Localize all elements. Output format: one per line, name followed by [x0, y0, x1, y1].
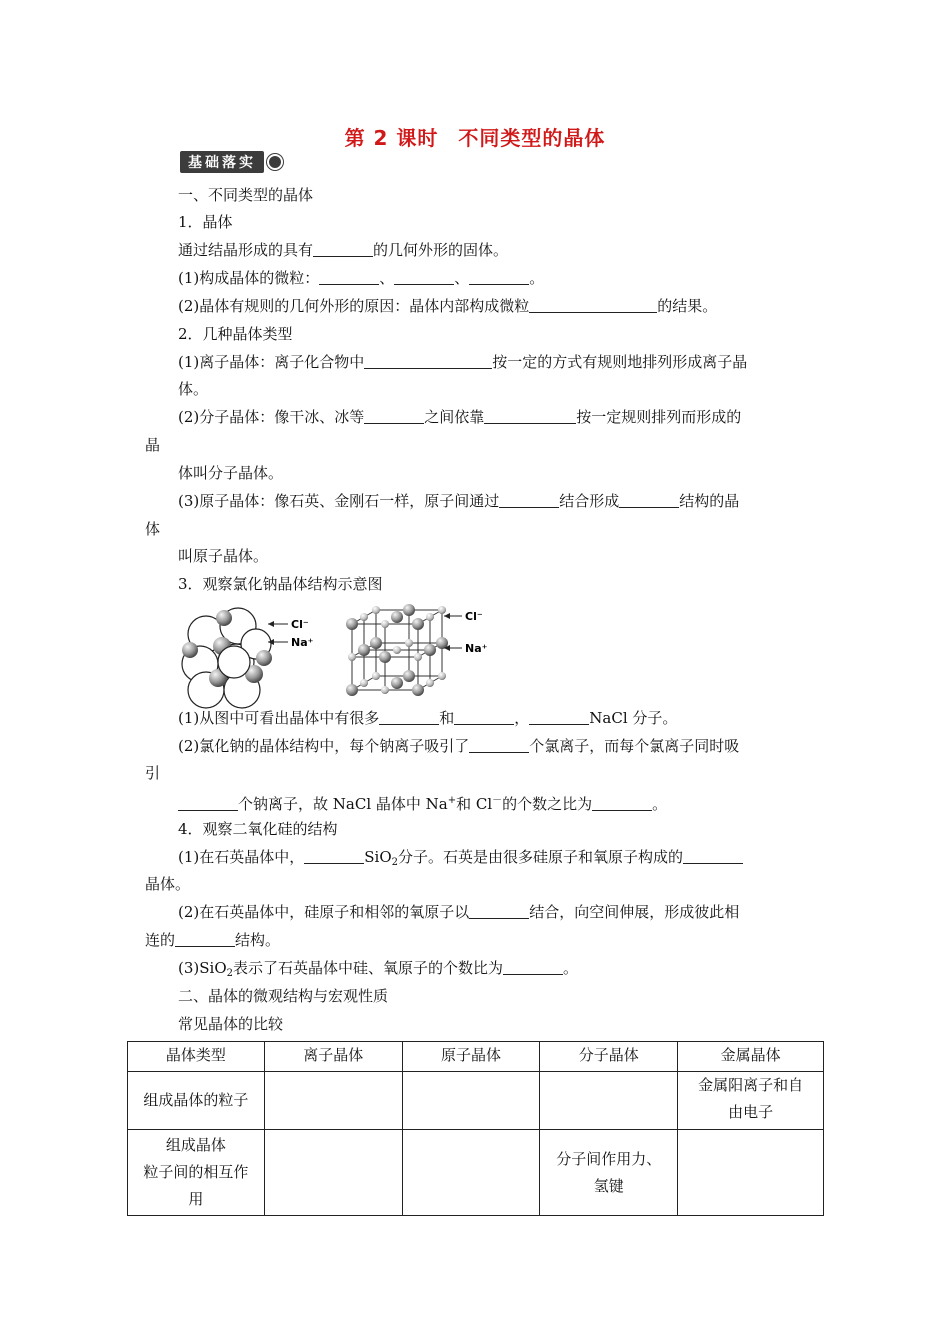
lesson-number: 第 2 课时 [344, 126, 439, 150]
table-caption: 常见晶体的比较 [178, 1015, 284, 1033]
subheading-crystal-types: 2．几种晶体类型 [178, 325, 293, 343]
question-line: 体 [145, 520, 161, 538]
question-line: (2)在石英晶体中，硅原子和相邻的氧原子以 结合，向空间伸展，形成彼此相 [178, 903, 740, 921]
table-row [128, 1072, 824, 1130]
cl-label-left: Cl⁻ [291, 618, 309, 631]
question-line: (1)离子晶体：离子化合物中 按一定的方式有规则地排列形成离子晶 [178, 353, 748, 371]
answer-blank[interactable] [319, 270, 379, 285]
na-label-left: Na⁺ [291, 636, 314, 649]
question-line: (2)晶体有规则的几何外形的原因：晶体内部构成微粒 的结果。 [178, 297, 718, 315]
question-line: 晶体。 [145, 875, 191, 893]
section-banner [180, 151, 283, 173]
answer-blank[interactable] [529, 710, 589, 725]
section-heading-2: 二、晶体的微观结构与宏观性质 [178, 987, 389, 1005]
answer-cell[interactable] [678, 1130, 824, 1216]
answer-blank[interactable] [469, 904, 529, 919]
answer-blank[interactable] [529, 298, 657, 313]
question-line: (1)从图中可看出晶体中有很多 和 ， NaCl 分子。 [178, 709, 678, 727]
answer-cell[interactable] [540, 1072, 678, 1130]
subheading-crystal: 1．晶体 [178, 213, 233, 231]
nacl-crystal-figure [176, 602, 496, 712]
crystal-comparison-table [127, 1041, 824, 1216]
header-cell: 原子晶体 [402, 1042, 540, 1072]
space-filling-model [182, 608, 272, 708]
answer-blank[interactable] [175, 932, 235, 947]
question-line: 通过结晶形成的具有 的几何外形的固体。 [178, 241, 509, 259]
answer-blank[interactable] [313, 242, 373, 257]
answer-blank[interactable] [304, 849, 364, 864]
cl-label-right: Cl⁻ [465, 610, 483, 623]
question-line: 个钠离子，故 NaCl 晶体中 Na+和 Cl－的个数之比为 。 [178, 791, 667, 814]
answer-blank[interactable] [484, 409, 576, 424]
answer-blank[interactable] [454, 710, 514, 725]
answer-blank[interactable] [683, 849, 743, 864]
question-line: 连的 结构。 [145, 931, 281, 949]
lesson-topic: 不同类型的晶体 [458, 126, 606, 150]
answer-blank[interactable] [499, 493, 559, 508]
question-line: (2)分子晶体：像干冰、冰等 之间依靠 按一定规则排列而形成的 [178, 408, 742, 426]
subheading-sio2: 4．观察二氧化硅的结构 [178, 820, 338, 838]
answer-cell[interactable] [402, 1130, 540, 1216]
row-label: 组成晶体 粒子间的相互作 用 [128, 1130, 265, 1216]
table-cell: 金属阳离子和自 由电子 [678, 1072, 824, 1130]
answer-blank[interactable] [364, 354, 492, 369]
question-line: (3)SiO$_2$表示了石英晶体中硅、氧原子的个数比为 。 [178, 959, 579, 979]
answer-blank[interactable] [592, 796, 652, 811]
row-label: 组成晶体的粒子 [128, 1072, 265, 1130]
answer-blank[interactable] [394, 270, 454, 285]
header-cell: 分子晶体 [540, 1042, 678, 1072]
answer-blank[interactable] [364, 409, 424, 424]
subheading-nacl: 3．观察氯化钠晶体结构示意图 [178, 575, 383, 593]
question-line: (1)构成晶体的微粒： 、 、 。 [178, 269, 545, 287]
ion-spheres [346, 604, 448, 696]
answer-blank[interactable] [619, 493, 679, 508]
question-line: (3)原子晶体：像石英、金刚石一样，原子间通过 结合形成 结构的晶 [178, 492, 740, 510]
answer-blank[interactable] [379, 710, 439, 725]
question-line: 叫原子晶体。 [178, 547, 269, 565]
answer-cell[interactable] [264, 1072, 402, 1130]
header-cell: 晶体类型 [128, 1042, 265, 1072]
na-label-right: Na⁺ [465, 642, 488, 655]
header-cell: 金属晶体 [678, 1042, 824, 1072]
answer-blank[interactable] [469, 270, 529, 285]
table-row [128, 1130, 824, 1216]
question-line: 体叫分子晶体。 [178, 464, 284, 482]
page-title [0, 122, 950, 151]
answer-blank[interactable] [469, 738, 529, 753]
question-line: 引 [145, 764, 161, 782]
answer-cell[interactable] [264, 1130, 402, 1216]
table-cell: 分子间作用力、 氢键 [540, 1130, 678, 1216]
question-line: (1)在石英晶体中， SiO$_2$分子。石英是由很多硅原子和氧原子构成的 [178, 847, 743, 873]
answer-blank[interactable] [178, 796, 238, 811]
answer-blank[interactable] [503, 960, 563, 975]
question-line: 晶 [145, 436, 161, 454]
header-cell: 离子晶体 [264, 1042, 402, 1072]
banner-dot-icon [267, 154, 283, 170]
table-header-row [128, 1042, 824, 1072]
section-heading-1: 一、不同类型的晶体 [178, 186, 314, 204]
banner-label: 基础落实 [180, 151, 264, 173]
answer-cell[interactable] [402, 1072, 540, 1130]
question-line: 体。 [178, 380, 209, 398]
question-line: (2)氯化钠的晶体结构中，每个钠离子吸引了 个氯离子，而每个氯离子同时吸 [178, 737, 740, 755]
